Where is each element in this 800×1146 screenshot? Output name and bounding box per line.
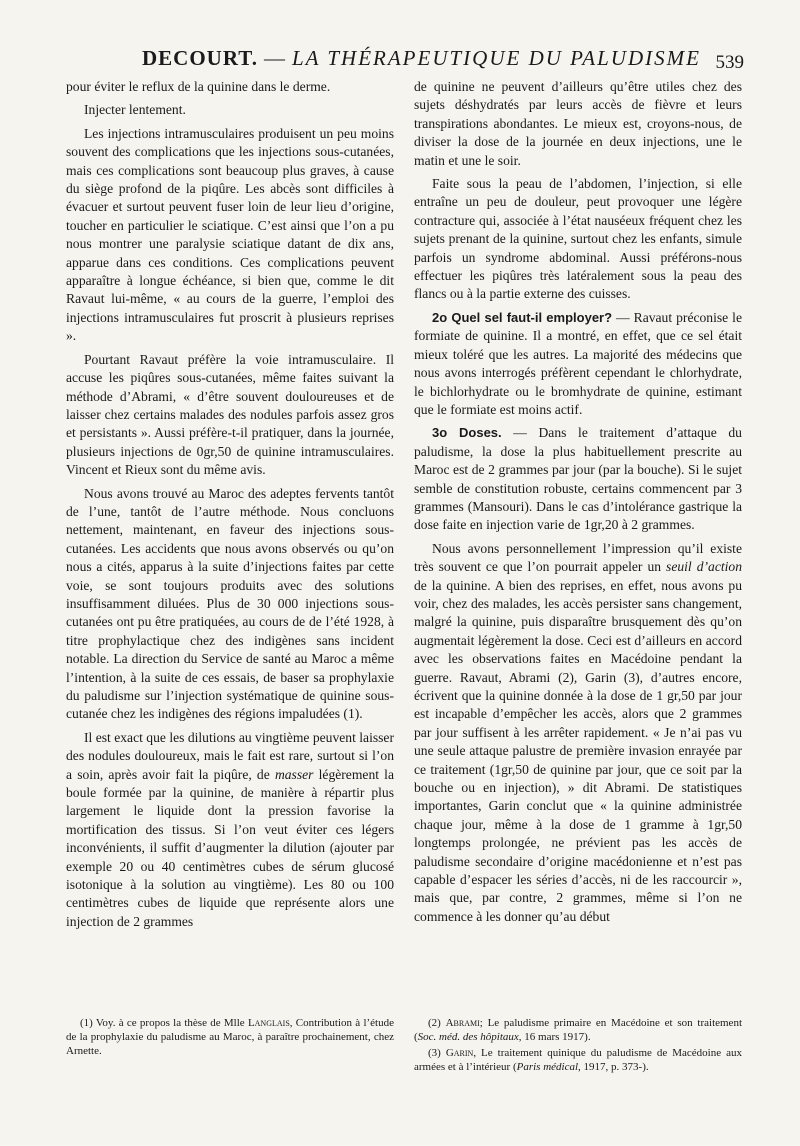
section-heading: 3o Doses. [432, 425, 502, 441]
header-separator: — [263, 46, 286, 70]
header-author: DECOURT. [142, 46, 258, 70]
left-column [66, 78, 394, 936]
paragraph: Injecter lentement. [84, 102, 186, 118]
paragraph: pour éviter le reflux de la quinine dans le derme. [66, 79, 331, 94]
text-run: , 1917, p. 373-). [578, 1061, 649, 1073]
paragraph [66, 729, 394, 931]
header-title [142, 46, 701, 71]
paragraph [414, 540, 742, 927]
author-name: Langlais [247, 1017, 290, 1029]
text-run: Nous avons personnellement l’impression qu’il existe très souvent ce que l’on pourrait appeler un [414, 540, 742, 575]
text-run: Il est exact que les dilutions au vingtième peuvent laisser des nodules douloureux, mais le fait est rare, surtout si l’on a soin, après avoir fait la piqûre, de [66, 729, 394, 782]
section-heading: 2o Quel sel faut-il employer? [432, 309, 613, 325]
paragraph: Nous avons trouvé au Maroc des adeptes fervents tantôt de l’une, tantôt de l’autre méthode. Nous concluons nettement, maintenant, en faveur des injections sous-cutanées. Les accidents que nous avons observés ou qu’on nous a cités, apparus à la suite d’injections faites par cette voie, se sont toujours produits avec des solutions insuffisamment diluées. Plus de 30 000 injections sous-cutanées ont pu être pratiquées, au cours de de l’été 1928, à titre prophylactique chez des indigènes sans incident notable. La direction du Service de santé au Maroc a même l’intention, à la suite de ces essais, de baser sa prophylaxie du paludisme sur l’injection systématique de quinine sous-cutanée chez les indigènes des régions impaludées (1). [66, 485, 394, 722]
section-salt [414, 309, 742, 419]
text-run: (3) [428, 1047, 446, 1059]
emphasis: Soc. méd. des hôpitaux [417, 1031, 519, 1043]
footnote [414, 1046, 742, 1074]
page-number: 539 [715, 52, 744, 73]
text-run: — Ravaut préconise le formiate de quinine. Il a montré, en effet, que ce sel était mieux toléré que les autres. La majorité des médecins que nous avons interrogés préfèrent cependant le chlorhydrate, le bichlorhydrate ou le bromhydrate de quinine, estimant que le formiate est moins actif. [414, 309, 742, 417]
emphasis: masser [274, 766, 314, 782]
text-run: , Le traitement quinique du paludisme de Macédoine aux armées et à l’intérieur ( [414, 1047, 742, 1073]
text-run: , 16 mars 1917). [518, 1031, 591, 1043]
author-name: Garin [445, 1047, 474, 1059]
section-doses [414, 424, 742, 534]
text-run: légèrement la boule formée par la quinine, de manière à répartir plus largement le liquide dont la pression favorise la mortification des tissus. Si l’on veut éviter ces légers inconvénients, il suffit d’augmenter la dilution (ajouter par exemple 20 ou 40 centimètres cubes de sérum glucosé isotonique à la solution au vingtième). Les 80 ou 100 centimètres cubes de liquide que représente alors une injection de 2 grammes [66, 766, 394, 929]
paragraph: Les injections intramusculaires produisent un peu moins souvent des complications que les injections sous-cutanées, mais ces complications sont beaucoup plus graves, à cause du siège profond de la piqûre. Les abcès sont difficiles à évacuer et surtout peuvent fuser loin de leur lieu d’origine, toucher en particulier le sciatique. C’est ainsi que l’on a pu nous montrer une paralysie sciatique datant de dix ans, apparue dans ces conditions. Ces complications peuvent apparaître à longue échéance, si bien que, comme le dit Ravaut lui-même, « au cours de la guerre, l’emploi des injections intramusculaires fut proscrit à plusieurs reprises ». [66, 125, 394, 344]
text-run: , Contribution à l’étude de la prophylaxie du paludisme au Maroc, à paraître prochainement, chez Arnette. [66, 1017, 394, 1057]
emphasis: Paris médical [516, 1061, 579, 1073]
text-run: (2) [428, 1017, 446, 1029]
paragraph: de quinine ne peuvent d’ailleurs qu’être utiles chez des sujets déshydratés par leurs accès de fièvre et leurs transpirations abondantes. Le mieux est, croyons-nous, de diviser la dose de la journée en deux injections, une le matin et une le soir. [414, 79, 742, 168]
footnote [414, 1016, 742, 1044]
text-run: — Dans le traitement d’attaque du paludisme, la dose la plus habituellement prescrite au Maroc est de 2 grammes par jour (par la bouche). Si le sujet semble de constitution robuste, certains commencent par 3 grammes (Mansouri). Dans le cas d’intolérance gastrique la dose faite en injection varie de 1gr,20 à 2 grammes. [414, 425, 742, 533]
paragraph: Pourtant Ravaut préfère la voie intramusculaire. Il accuse les piqûres sous-cutanées, même faites suivant la méthode d’Abrami, « d’être souvent douloureuses et de laisser chez certains malades des nodules parfois assez gros et persistants ». Aussi préfère-t-il pratiquer, dans la journée, plusieurs injections de 0gr,50 de quinine intramusculaires. Vincent et Rieux sont du même avis. [66, 351, 394, 478]
footnotes-left [66, 1016, 394, 1060]
text-run: de la quinine. A bien des reprises, en effet, nous avons pu voir, chez des malades, les accès persister sans changement, malgré la quinine, puis disparaître brusquement dès qu’on augmentait légèrement la dose. Ceci est d’ailleurs en accord avec les observations faites en Macédoine pendant la guerre. Ravaut, Abrami (2), Garin (3), d’autres encore, écrivent que la quinine donnée à la dose de 1 gr,50 par jour est incapable d’empêcher les accès, alors que 2 grammes par jour suffisent à les arrêter rapidement. « Je n’ai pas vu une seule attaque palustre de première invasion enrayée par ce traitement (1gr,50 de quinine par jour, que ce soit par la bouche ou en injection), » dit Abrami. De statistiques importantes, Garin conclut que « la quinine administrée chaque jour, même à la dose de 1 gramme à 1gr,50 longtemps prolongée, ne prévient pas les accès de paludisme secondaire d’origine macédonienne et n’est pas capable d’espacer les séries d’accès, ni de les raccourcir », mais que, par contre, 2 grammes, même si l’on ne commence à les donner qu’au début [414, 577, 742, 924]
paragraph: Faite sous la peau de l’abdomen, l’injection, si elle entraîne un peu de douleur, peut provoquer une légère contracture qui, associée à l’état nauséeux fréquent chez les sujets prenant de la quinine, surtout chez les enfants, simule parfois un syndrome abdominal. Aussi préférons-nous effectuer les piqûres très latéralement sous la peau des flancs ou à la partie externe des cuisses. [414, 176, 742, 302]
author-name: Abrami [445, 1017, 480, 1029]
footnote [66, 1016, 394, 1058]
running-header [66, 46, 744, 76]
text-run: ; Le paludisme primaire en Macédoine et son traitement ( [414, 1017, 742, 1043]
right-column [414, 78, 742, 931]
emphasis: seuil d’action [666, 559, 742, 575]
text-run: (1) Voy. à ce propos la thèse de Mlle [80, 1017, 248, 1029]
footnotes-right [414, 1016, 742, 1076]
header-running-title: LA THÉRAPEUTIQUE DU PALUDISME [291, 46, 701, 70]
